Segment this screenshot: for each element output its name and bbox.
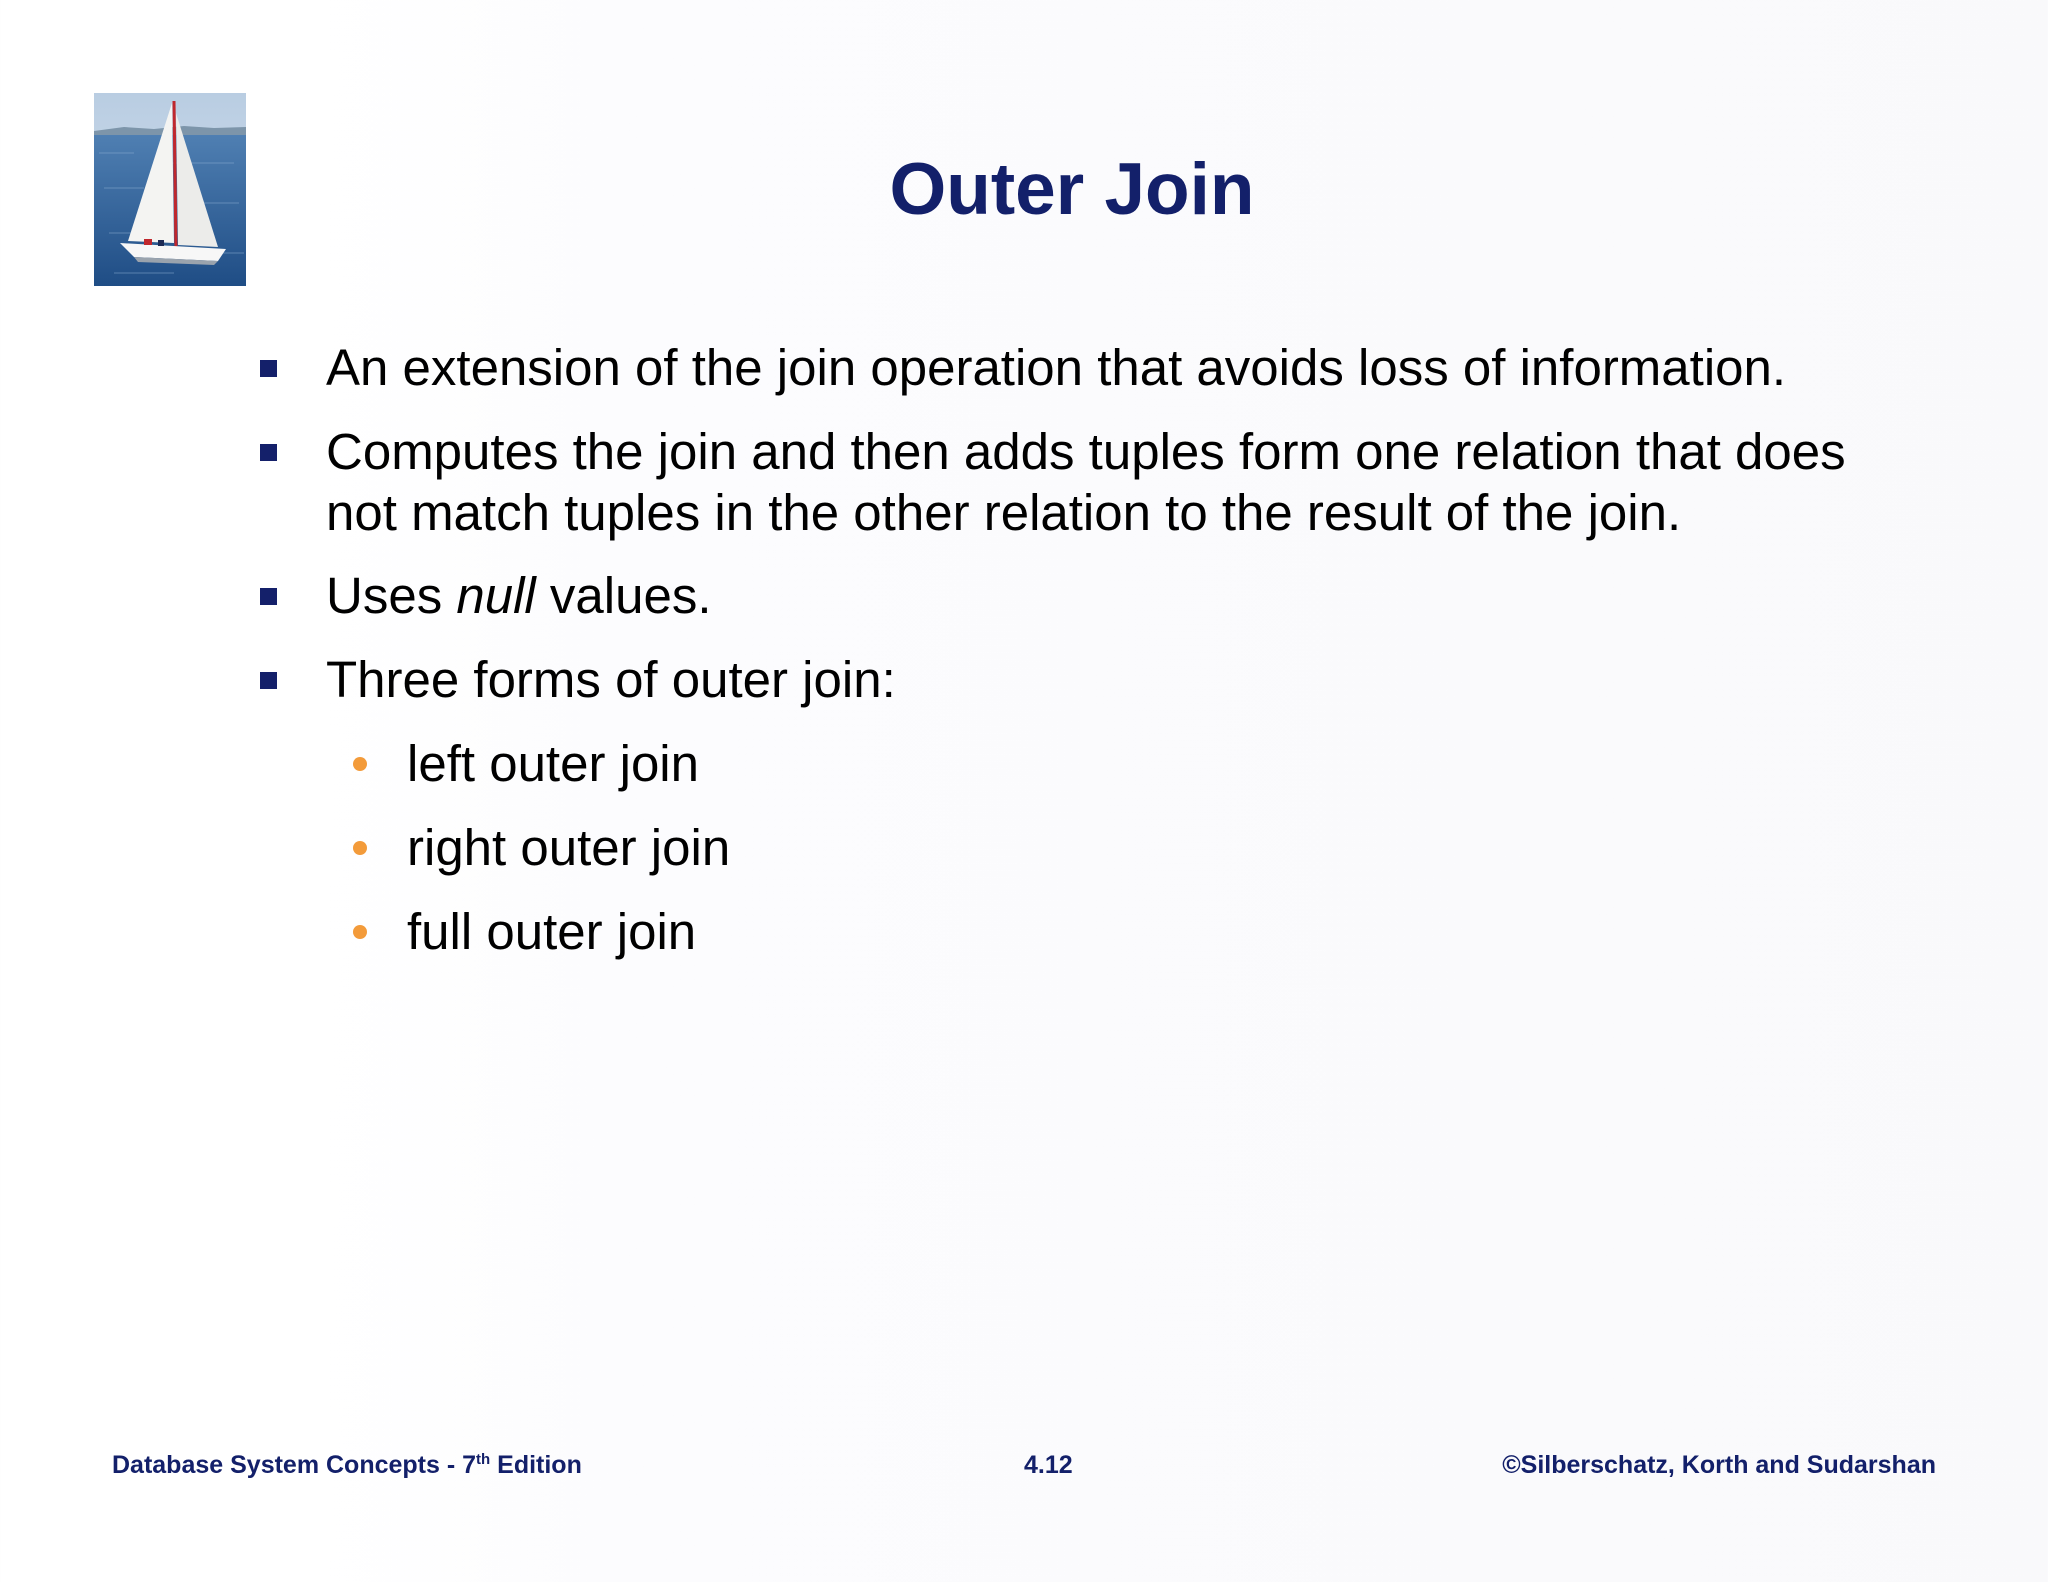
round-bullet-icon [353,841,367,855]
square-bullet-icon [260,672,277,689]
square-bullet-icon [260,588,277,605]
round-bullet-icon [353,925,367,939]
sub-bullet-text: full outer join [407,903,697,960]
round-bullet-icon [353,757,367,771]
square-bullet-icon [260,444,277,461]
footer-copyright: ©Silberschatz, Korth and Sudarshan [1502,1451,1936,1479]
footer-book-title-text: Database System Concepts - 7 [112,1451,477,1479]
sub-bullet-text: left outer join [407,735,700,792]
bullet-text-line-2: not match tuples in the other relation to the result of the join. [326,484,1682,541]
footer-edition-superscript: th [476,1451,491,1468]
bullet-text: An extension of the join operation that avoids loss of information. [326,339,1787,396]
footer-edition-suffix: Edition [490,1451,582,1479]
bullet-text-italic: null [456,567,536,624]
bullet-text-line-1: Computes the join and then adds tuples form one relation that does [326,423,1846,480]
bullet-list [260,0,1980,1000]
bullet-text: Three forms of outer join: [326,651,896,708]
footer-book-title [112,1449,582,1481]
footer-page-number: 4.12 [1024,1451,1073,1479]
bullet-text-after: values. [535,567,712,624]
sub-bullet-text: right outer join [407,819,731,876]
bullet-text [326,565,712,626]
square-bullet-icon [260,360,277,377]
slide-title: Outer Join [889,149,1255,230]
bullet-text-before: Uses [326,567,457,624]
